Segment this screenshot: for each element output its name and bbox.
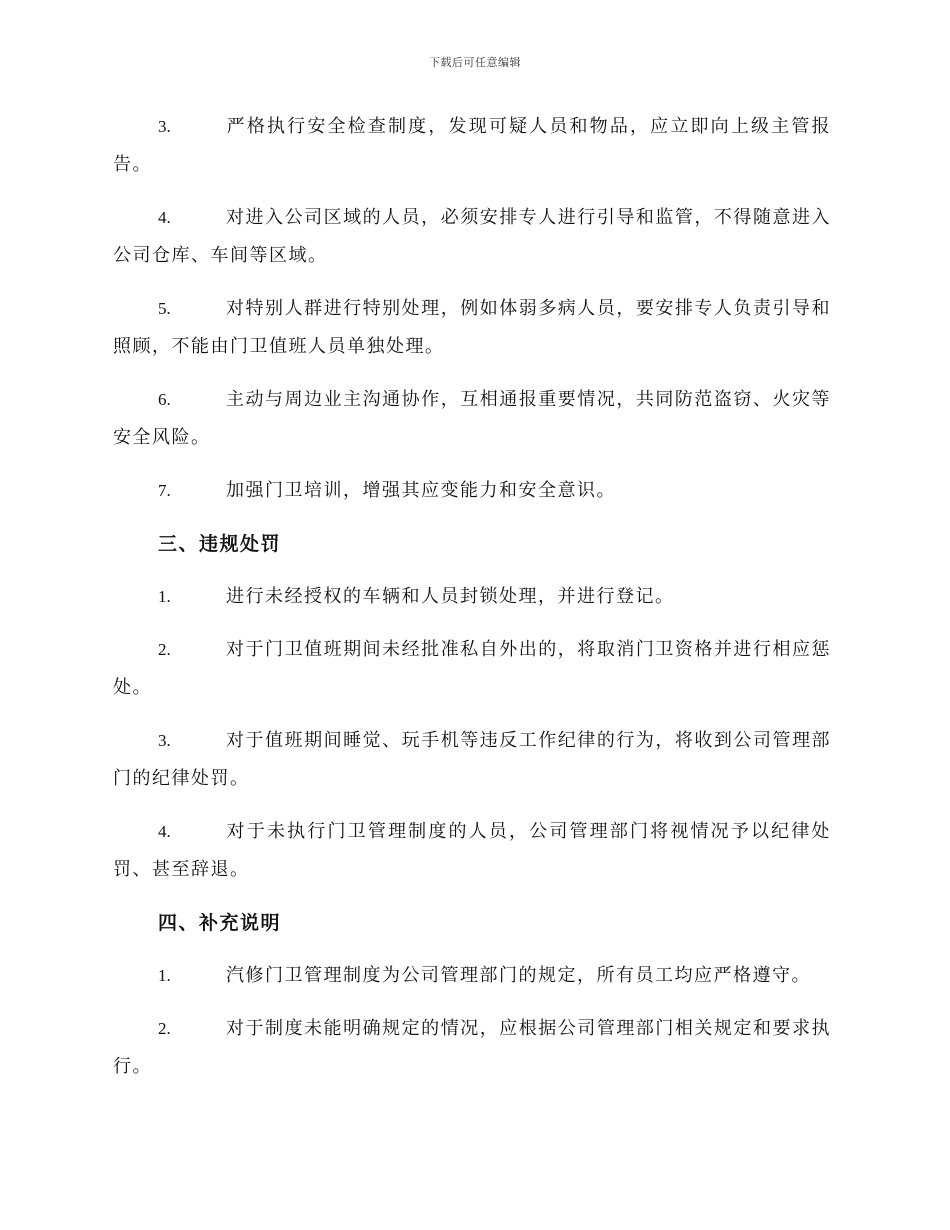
item-number: 2. (158, 1019, 171, 1038)
list-item (113, 957, 831, 995)
item-text: 对于未执行门卫管理制度的人员，公司管理部门将视情况予以纪律处罚、甚至辞退。 (113, 821, 831, 880)
page-header-note: 下载后可任意编辑 (429, 56, 521, 69)
list-item (113, 578, 831, 616)
item-number: 3. (158, 117, 171, 136)
item-text: 严格执行安全检查制度，发现可疑人员和物品，应立即向上级主管报告。 (113, 116, 831, 175)
item-number: 2. (158, 640, 171, 659)
item-text: 对于值班期间睡觉、玩手机等违反工作纪律的行为，将收到公司管理部门的纪律处罚。 (113, 730, 831, 789)
document-body (113, 108, 831, 1101)
section-heading-violations: 三、违规处罚 (158, 533, 282, 555)
list-item (113, 813, 831, 889)
list-item (113, 108, 831, 184)
item-text: 进行未经授权的车辆和人员封锁处理，并进行登记。 (226, 586, 675, 607)
list-item (113, 290, 831, 366)
item-number: 4. (158, 208, 171, 227)
section-heading-supplementary: 四、补充说明 (158, 912, 282, 934)
item-text: 汽修门卫管理制度为公司管理部门的规定，所有员工均应严格遵守。 (226, 965, 811, 986)
list-item (113, 631, 831, 707)
item-text: 主动与周边业主沟通协作，互相通报重要情况，共同防范盗窃、火灾等安全风险。 (113, 389, 831, 448)
item-number: 1. (158, 966, 171, 985)
item-text: 对特别人群进行特别处理，例如体弱多病人员，要安排专人负责引导和照顾，不能由门卫值班人员单独处理。 (113, 298, 831, 357)
item-text: 对于制度未能明确规定的情况，应根据公司管理部门相关规定和要求执行。 (113, 1018, 831, 1077)
item-text: 对进入公司区域的人员，必须安排专人进行引导和监管，不得随意进入公司仓库、车间等区域。 (113, 207, 831, 266)
item-number: 5. (158, 299, 171, 318)
item-text: 对于门卫值班期间未经批准私自外出的，将取消门卫资格并进行相应惩处。 (113, 639, 831, 698)
list-item (113, 381, 831, 457)
list-item (113, 722, 831, 798)
item-number: 6. (158, 390, 171, 409)
list-item (113, 472, 831, 510)
item-number: 3. (158, 731, 171, 750)
item-text: 加强门卫培训，增强其应变能力和安全意识。 (226, 480, 616, 501)
list-item (113, 199, 831, 275)
item-number: 1. (158, 587, 171, 606)
item-number: 7. (158, 481, 171, 500)
item-number: 4. (158, 822, 171, 841)
list-item (113, 1010, 831, 1086)
